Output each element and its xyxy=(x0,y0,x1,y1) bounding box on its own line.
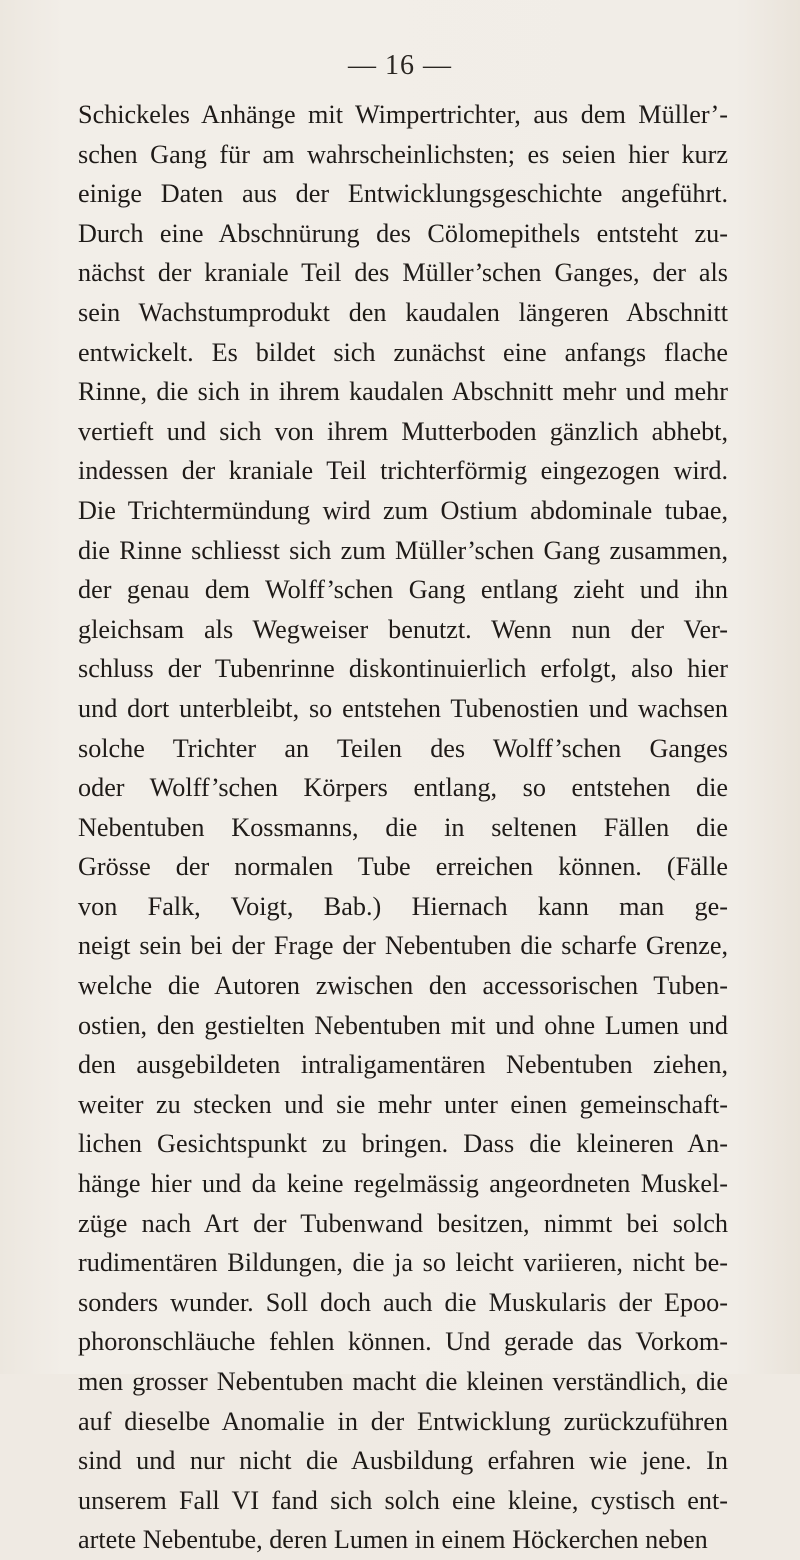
text-line: Grösse der normalen Tube erreichen können. (Fälle xyxy=(78,852,728,882)
text-line: Durch eine Abschnürung des Cölomepithels entsteht zu- xyxy=(78,218,728,248)
text-line: men grosser Nebentuben macht die kleinen verständlich, die xyxy=(78,1367,728,1396)
text-line: Rinne, die sich in ihrem kaudalen Abschnitt mehr und mehr xyxy=(78,377,728,407)
text-line: Die Trichtermündung wird zum Ostium abdominale tubae, xyxy=(78,495,728,525)
text-line: nächst der kraniale Teil des Müller’schen Ganges, der als xyxy=(78,258,728,288)
text-line: den ausgebildeten intraligamentären Nebentuben ziehen, xyxy=(78,1050,728,1080)
text-line: oder Wolff’schen Körpers entlang, so entstehen die xyxy=(78,773,728,803)
text-line: schluss der Tubenrinne diskontinuierlich erfolgt, also hier xyxy=(78,654,728,684)
text-line: gleichsam als Wegweiser benutzt. Wenn nun der Ver- xyxy=(78,614,728,644)
text-line: lichen Gesichtspunkt zu bringen. Dass die kleineren An- xyxy=(78,1129,728,1159)
text-line: weiter zu stecken und sie mehr unter einen gemeinschaft- xyxy=(78,1089,728,1119)
text-line: schen Gang für am wahrscheinlichsten; es seien hier kurz xyxy=(78,139,728,169)
text-line: welche die Autoren zwischen den accessorischen Tuben- xyxy=(78,971,728,1001)
text-line: artete Nebentube, deren Lumen in einem Höckerchen neben xyxy=(78,1525,708,1555)
text-line: entwickelt. Es bildet sich zunächst eine anfangs flache xyxy=(78,337,728,367)
text-line: züge nach Art der Tubenwand besitzen, nimmt bei solch xyxy=(78,1208,728,1238)
text-line: neigt sein bei der Frage der Nebentuben die scharfe Grenze, xyxy=(78,931,728,961)
text-line: unserem Fall VI fand sich solch eine kleine, cystisch ent- xyxy=(78,1485,728,1515)
text-line: die Rinne schliesst sich zum Müller’schen Gang zusammen, xyxy=(78,535,728,565)
text-line: indessen der kraniale Teil trichterförmig eingezogen wird. xyxy=(78,456,728,486)
text-line: sind und nur nicht die Ausbildung erfahren wie jene. In xyxy=(78,1446,728,1476)
text-line: Schickeles Anhänge mit Wimpertrichter, aus dem Müller’- xyxy=(78,100,728,129)
text-line: hänge hier und da keine regelmässig angeordneten Muskel- xyxy=(78,1169,728,1199)
text-line: der genau dem Wolff’schen Gang entlang zieht und ihn xyxy=(78,575,728,605)
text-line: ostien, den gestielten Nebentuben mit und ohne Lumen und xyxy=(78,1010,728,1040)
text-line: Nebentuben Kossmanns, die in seltenen Fällen die xyxy=(78,812,728,842)
text-line: phoronschläuche fehlen können. Und gerade das Vorkom- xyxy=(78,1327,728,1357)
text-line: einige Daten aus der Entwicklungsgeschichte angeführt. xyxy=(78,179,728,209)
text-line: vertieft und sich von ihrem Mutterboden gänzlich abhebt, xyxy=(78,416,728,446)
text-line: auf dieselbe Anomalie in der Entwicklung zurückzuführen xyxy=(78,1406,728,1436)
page-number-header: — 16 — xyxy=(348,50,452,81)
text-line: rudimentären Bildungen, die ja so leicht variieren, nicht be- xyxy=(78,1248,728,1278)
text-line: von Falk, Voigt, Bab.) Hiernach kann man ge- xyxy=(78,891,728,921)
text-line: sein Wachstumprodukt den kaudalen längeren Abschnitt xyxy=(78,297,728,327)
text-line: sonders wunder. Soll doch auch die Muskularis der Epoo- xyxy=(78,1287,728,1317)
body-text xyxy=(78,95,728,1560)
text-line: und dort unterbleibt, so entstehen Tubenostien und wachsen xyxy=(78,693,728,723)
text-line: solche Trichter an Teilen des Wolff’schen Ganges xyxy=(78,733,728,763)
